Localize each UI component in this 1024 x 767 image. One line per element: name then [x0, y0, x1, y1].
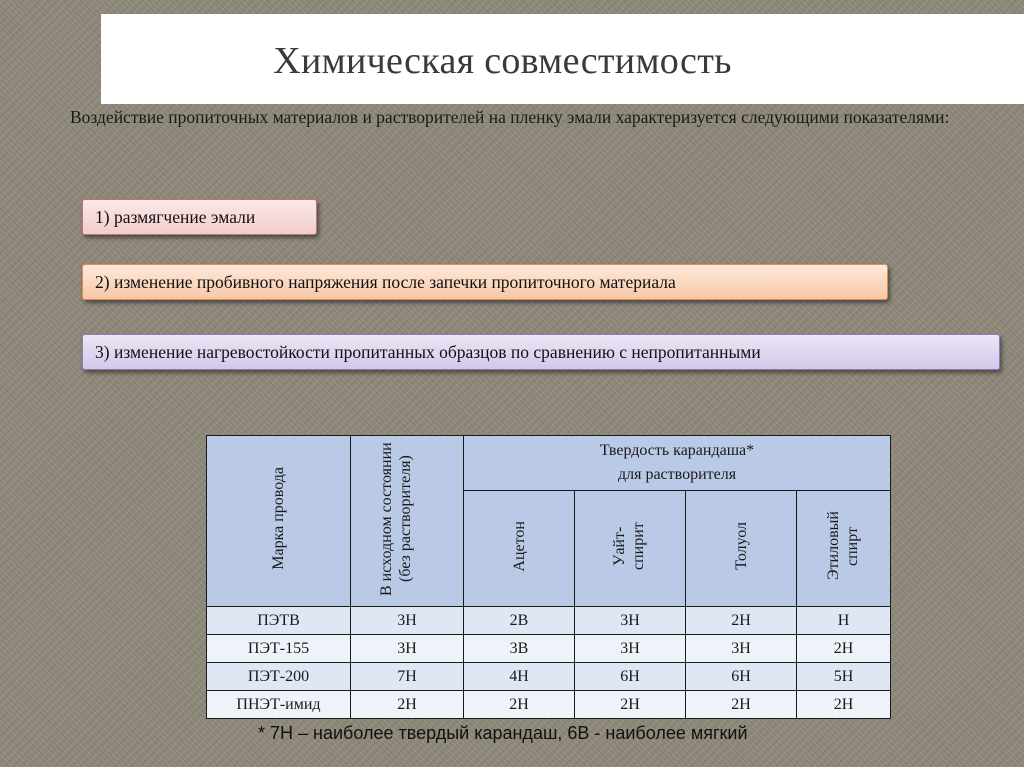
header-brand [207, 436, 351, 607]
cell-value: 2Н [686, 691, 797, 719]
indicator-item-1-label: 1) размягчение эмали [95, 206, 256, 227]
header-solvent-acetone [464, 491, 575, 607]
header-hardness-line2: для растворителя [617, 466, 737, 483]
header-solvent-ethanol-label: Этиловый спирт [824, 511, 861, 581]
cell-value: 2В [464, 607, 575, 635]
indicator-item-2-label: 2) изменение пробивного напряжения после запечки пропиточного материала [95, 271, 676, 292]
header-brand-label: Марка провода [270, 467, 287, 570]
hardness-table [206, 435, 891, 719]
header-solvent-white-spirit-label: Уайт-спирит [611, 522, 647, 570]
cell-brand: ПНЭТ-имид [207, 691, 351, 719]
header-solvent-white-spirit [575, 491, 686, 607]
table-row [207, 607, 891, 635]
cell-value: Н [797, 607, 891, 635]
table-row [207, 691, 891, 719]
cell-value: 4Н [464, 663, 575, 691]
cell-value: 3Н [575, 635, 686, 663]
cell-value: 3Н [575, 607, 686, 635]
cell-value: 5Н [797, 663, 891, 691]
header-solvent-toluene-label: Толуол [732, 522, 750, 570]
cell-initial: 3Н [351, 607, 464, 635]
header-solvent-ethanol [797, 491, 891, 607]
table-row [207, 663, 891, 691]
title-bar [101, 14, 1024, 104]
header-solvent-toluene [686, 491, 797, 607]
cell-value: 2Н [464, 691, 575, 719]
cell-brand: ПЭТВ [207, 607, 351, 635]
header-initial [351, 436, 464, 607]
cell-initial: 7Н [351, 663, 464, 691]
cell-value: 3Н [686, 635, 797, 663]
cell-value: 2Н [686, 607, 797, 635]
cell-brand: ПЭТ-200 [207, 663, 351, 691]
indicator-item-2 [82, 264, 888, 300]
header-solvent-acetone-label: Ацетон [510, 520, 528, 572]
hardness-table-container [206, 435, 890, 717]
cell-initial: 2Н [351, 691, 464, 719]
table-row [207, 635, 891, 663]
cell-value: 6Н [575, 663, 686, 691]
cell-value: 6Н [686, 663, 797, 691]
header-initial-label: В исходном состоянии (без растворителя) [378, 441, 414, 596]
cell-value: 2Н [797, 635, 891, 663]
cell-value: 2Н [575, 691, 686, 719]
indicator-item-1 [82, 199, 317, 235]
header-hardness-group [464, 436, 891, 491]
cell-initial: 3Н [351, 635, 464, 663]
indicator-item-3-label: 3) изменение нагревостойкости пропитанных образцов по сравнению с непропитанными [95, 341, 761, 362]
cell-value: 3В [464, 635, 575, 663]
header-hardness-line1: Твердость карандаша* [599, 442, 755, 459]
slide-title: Химическая совместимость [273, 40, 732, 82]
cell-brand: ПЭТ-155 [207, 635, 351, 663]
indicator-item-3 [82, 334, 1000, 370]
footnote: * 7Н – наиболее твердый карандаш, 6В - наиболее мягкий [258, 723, 748, 743]
cell-value: 2Н [797, 691, 891, 719]
intro-text: Воздействие пропиточных материалов и растворителей на пленку эмали характеризуется следующими показателями: [70, 107, 950, 127]
